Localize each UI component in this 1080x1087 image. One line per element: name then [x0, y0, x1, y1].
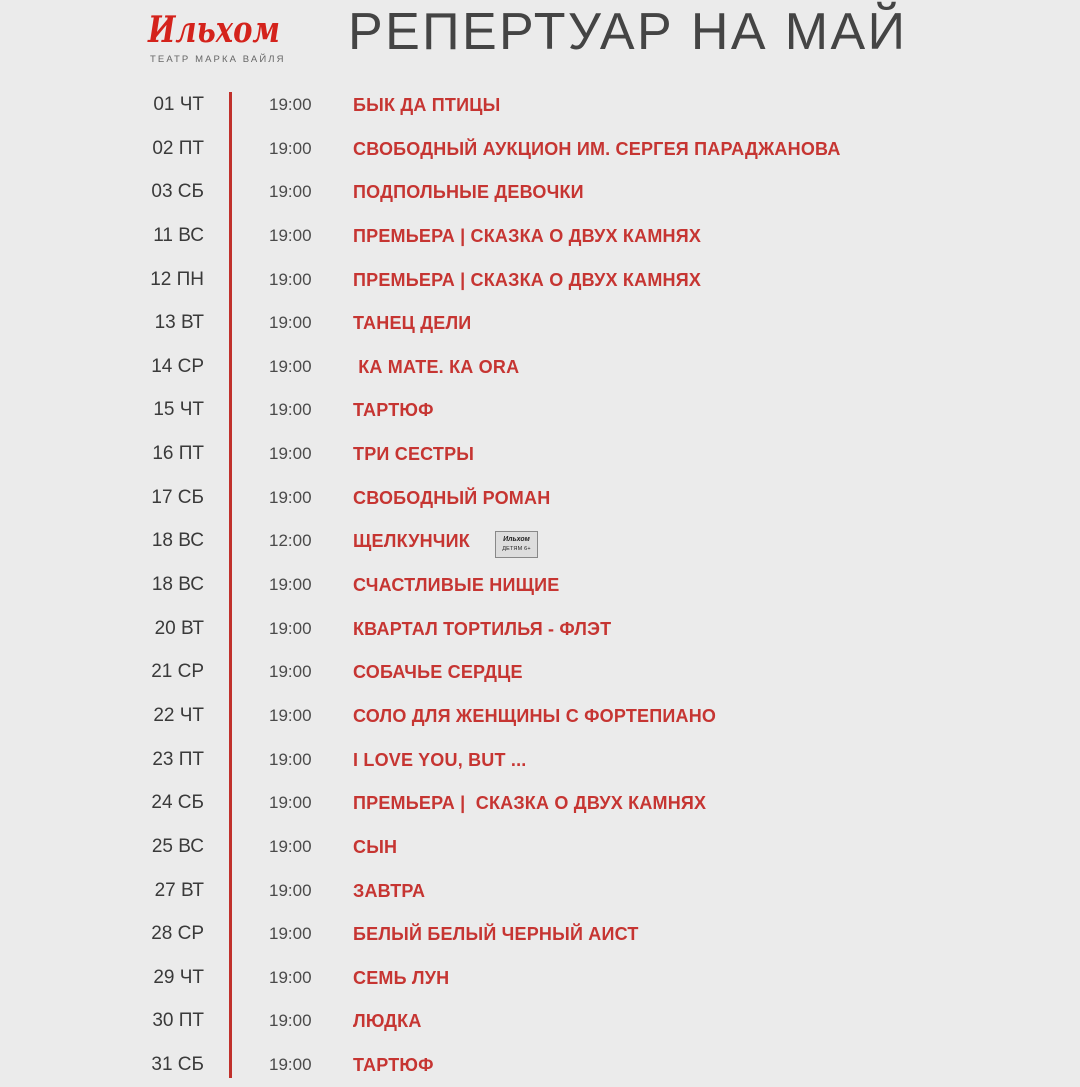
schedule-time: 19:00 — [269, 1011, 312, 1031]
schedule-time: 19:00 — [269, 225, 312, 245]
show-title[interactable]: СВОБОДНЫЙ АУКЦИОН ИМ. СЕРГЕЯ ПАРАДЖАНОВА — [353, 138, 841, 159]
logo-wordmark — [146, 4, 286, 50]
schedule-time: 19:00 — [269, 182, 312, 202]
show-title[interactable]: ПРЕМЬЕРА | СКАЗКА О ДВУХ КАМНЯХ — [353, 225, 702, 246]
header — [0, 0, 1080, 80]
schedule-time: 12:00 — [269, 531, 312, 551]
show-title[interactable]: СВОБОДНЫЙ РОМАН — [353, 487, 551, 508]
schedule-time: 19:00 — [269, 967, 312, 987]
schedule-row[interactable] — [0, 869, 1080, 913]
schedule-row[interactable] — [0, 956, 1080, 1000]
theatre-logo[interactable] — [146, 4, 286, 66]
schedule-time: 19:00 — [269, 880, 312, 900]
schedule-row[interactable] — [0, 388, 1080, 432]
show-title[interactable]: КА МАТЕ. КА ОRA — [353, 356, 520, 377]
schedule-date: 02 ПТ — [152, 137, 204, 159]
schedule-row[interactable] — [0, 214, 1080, 258]
show-title[interactable]: БЫК ДА ПТИЦЫ — [353, 95, 501, 115]
show-title[interactable]: ТАРТЮФ — [353, 1055, 434, 1076]
schedule-date: 28 СР — [151, 923, 204, 945]
show-title[interactable]: СЧАСТЛИВЫЕ НИЩИЕ — [353, 575, 560, 596]
schedule-date: 23 ПТ — [152, 748, 204, 770]
schedule-date: 03 СБ — [151, 181, 204, 203]
schedule-date: 27 ВТ — [154, 879, 204, 901]
schedule-date: 31 СБ — [151, 1054, 204, 1076]
schedule-time: 19:00 — [269, 793, 312, 813]
schedule-row[interactable] — [0, 999, 1080, 1043]
schedule-row[interactable] — [0, 258, 1080, 302]
schedule-row[interactable] — [0, 127, 1080, 171]
schedule-row[interactable] — [0, 825, 1080, 869]
schedule-row[interactable] — [0, 301, 1080, 345]
schedule-time: 19:00 — [269, 356, 312, 376]
schedule-date: 11 ВС — [153, 224, 204, 246]
svg-text:Ильхом: Ильхом — [147, 9, 280, 51]
schedule-time: 19:00 — [269, 444, 312, 464]
schedule-row[interactable] — [0, 519, 1080, 563]
show-title[interactable]: ЛЮДКА — [353, 1011, 422, 1032]
show-title[interactable]: БЕЛЫЙ БЕЛЫЙ ЧЕРНЫЙ АИСТ — [353, 924, 639, 945]
show-title[interactable]: СЫН — [353, 836, 398, 857]
schedule-date: 15 ЧТ — [153, 399, 204, 421]
schedule-date: 12 ПН — [150, 268, 204, 290]
schedule-time: 19:00 — [269, 487, 312, 507]
schedule-row[interactable] — [0, 170, 1080, 214]
kids-age-badge — [495, 531, 538, 558]
show-title[interactable]: СОБАЧЬЕ СЕРДЦЕ — [353, 662, 523, 683]
schedule-date: 22 ЧТ — [153, 704, 204, 726]
show-title[interactable]: I LOVE YOU, BUT ... — [353, 749, 527, 770]
schedule-row[interactable] — [0, 432, 1080, 476]
schedule-date: 13 ВТ — [154, 312, 204, 334]
show-title[interactable]: ПРЕМЬЕРА | СКАЗКА О ДВУХ КАМНЯХ — [353, 269, 702, 290]
schedule-date: 30 ПТ — [152, 1010, 204, 1032]
page-title: РЕПЕРТУАР НА МАЙ — [348, 3, 908, 61]
show-title[interactable]: ЩЕЛКУНЧИК — [353, 531, 470, 552]
schedule-date: 14 СР — [151, 355, 204, 377]
schedule-date: 29 ЧТ — [153, 966, 204, 988]
schedule-date: 20 ВТ — [154, 617, 204, 639]
schedule-time: 19:00 — [269, 924, 312, 944]
schedule-row[interactable] — [0, 83, 1080, 127]
schedule-time: 19:00 — [269, 705, 312, 725]
schedule-time: 19:00 — [269, 95, 312, 114]
show-title[interactable]: КВАРТАЛ ТОРТИЛЬЯ - ФЛЭТ — [353, 618, 612, 639]
schedule-date: 21 СР — [151, 661, 204, 683]
schedule-date: 24 СБ — [151, 792, 204, 814]
show-title[interactable]: СЕМЬ ЛУН — [353, 967, 450, 988]
show-title[interactable]: ТРИ СЕСТРЫ — [353, 444, 475, 465]
schedule-time: 19:00 — [269, 618, 312, 638]
schedule-time: 19:00 — [269, 400, 312, 420]
schedule-time: 19:00 — [269, 749, 312, 769]
schedule-time: 19:00 — [269, 1055, 312, 1075]
schedule-row[interactable] — [0, 1043, 1080, 1087]
schedule-row[interactable] — [0, 650, 1080, 694]
show-title[interactable]: СОЛО ДЛЯ ЖЕНЩИНЫ С ФОРТЕПИАНО — [353, 705, 717, 726]
schedule-row[interactable] — [0, 607, 1080, 651]
show-title[interactable]: ЗАВТРА — [353, 880, 426, 901]
schedule-date: 18 ВС — [151, 530, 204, 552]
schedule-row[interactable] — [0, 912, 1080, 956]
show-title[interactable]: ТАРТЮФ — [353, 400, 434, 421]
schedule-date: 01 ЧТ — [153, 94, 204, 115]
schedule-time: 19:00 — [269, 313, 312, 333]
kids-badge-logo: Ильхом — [503, 536, 530, 544]
schedule-time: 19:00 — [269, 836, 312, 856]
schedule-date: 17 СБ — [151, 486, 204, 508]
schedule-row[interactable] — [0, 563, 1080, 607]
schedule-row[interactable] — [0, 781, 1080, 825]
schedule-time: 19:00 — [269, 662, 312, 682]
show-title[interactable]: ПОДПОЛЬНЫЕ ДЕВОЧКИ — [353, 182, 584, 203]
schedule-date: 18 ВС — [151, 574, 204, 596]
logo-subtitle: ТЕАТР МАРКА ВАЙЛЯ — [150, 54, 286, 65]
schedule-row[interactable] — [0, 738, 1080, 782]
schedule-time: 19:00 — [269, 138, 312, 158]
schedule-row[interactable] — [0, 476, 1080, 520]
schedule-time: 19:00 — [269, 269, 312, 289]
kids-badge-label: ДЕТЯМ 6+ — [502, 546, 531, 553]
schedule-date: 16 ПТ — [152, 443, 204, 465]
schedule-row[interactable] — [0, 345, 1080, 389]
schedule-time: 19:00 — [269, 575, 312, 595]
show-title[interactable]: ПРЕМЬЕРА | СКАЗКА О ДВУХ КАМНЯХ — [353, 793, 707, 814]
schedule-row[interactable] — [0, 694, 1080, 738]
schedule-date: 25 ВС — [151, 835, 204, 857]
show-title[interactable]: ТАНЕЦ ДЕЛИ — [353, 313, 472, 334]
schedule-list — [0, 83, 1080, 1087]
